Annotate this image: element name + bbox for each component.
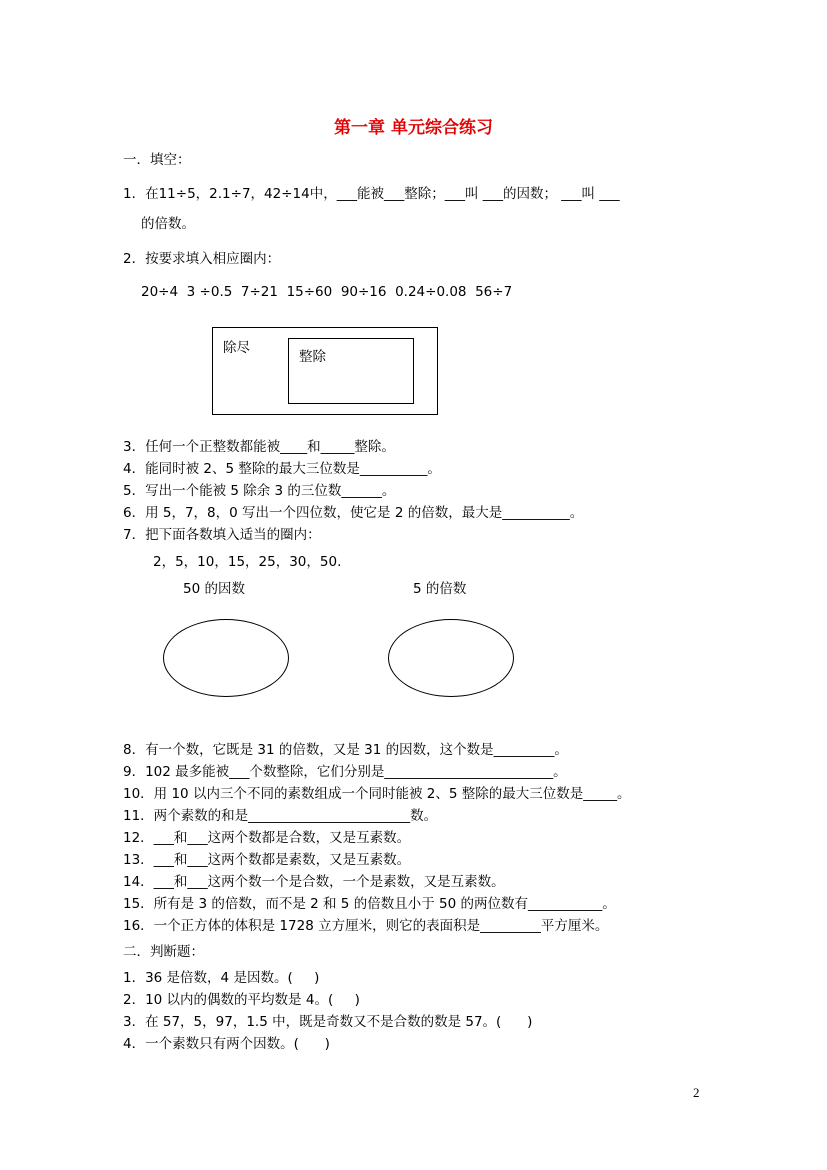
question-6: 6．用 5，7，8，0 写出一个四位数，使它是 2 的倍数，最大是__________。 <box>123 505 584 521</box>
section-fill-blank-heading: 一．填空： <box>123 152 191 168</box>
page-title: 第一章 单元综合练习 <box>334 118 493 138</box>
inner-box-exact-division <box>288 338 414 404</box>
question-1-line-1: 1．在11÷5，2.1÷7，42÷14中，___能被___整除；___叫 ___的因数； ___叫 ___ <box>123 186 620 202</box>
judgment-1: 1．36 是倍数，4 是因数。( ) <box>123 970 320 986</box>
question-7: 7．把下面各数填入适当的圈内： <box>123 527 321 543</box>
section-judgment-heading: 二．判断题： <box>123 944 204 960</box>
question-10: 10．用 10 以内三个不同的素数组成一个同时能被 2、5 整除的最大三位数是_____。 <box>123 786 631 802</box>
circle-right-label: 5 的倍数 <box>413 581 467 597</box>
ellipse-factors-of-50 <box>163 619 289 697</box>
outer-box-label: 除尽 <box>223 340 250 356</box>
question-8: 8．有一个数，它既是 31 的倍数，又是 31 的因数，这个数是_________。 <box>123 742 568 758</box>
question-5: 5．写出一个能被 5 除余 3 的三位数______。 <box>123 483 396 499</box>
question-9: 9．102 最多能被___个数整除，它们分别是_________________________。 <box>123 764 567 780</box>
judgment-4: 4．一个素数只有两个因数。( ) <box>123 1036 330 1052</box>
judgment-2: 2．10 以内的偶数的平均数是 4。( ) <box>123 992 360 1008</box>
question-7-numbers: 2，5，10，15，25，30，50. <box>153 554 342 570</box>
judgment-3: 3．在 57，5，97，1.5 中，既是奇数又不是合数的数是 57。( ) <box>123 1014 533 1030</box>
question-4: 4．能同时被 2、5 整除的最大三位数是__________。 <box>123 461 441 477</box>
question-3: 3．任何一个正整数都能被____和_____整除。 <box>123 439 395 455</box>
question-13: 13．___和___这两个数都是素数，又是互素数。 <box>123 852 411 868</box>
question-16: 16．一个正方体的体积是 1728 立方厘米，则它的表面积是_________平方厘米。 <box>123 918 609 934</box>
question-1-line-2: 的倍数。 <box>141 216 195 232</box>
page-number: 2 <box>693 1085 700 1100</box>
question-2-numbers: 20÷4 3 ÷0.5 7÷21 15÷60 90÷16 0.24÷0.08 56÷7 <box>141 284 513 300</box>
question-11: 11．两个素数的和是________________________数。 <box>123 808 438 824</box>
question-15: 15．所有是 3 的倍数，而不是 2 和 5 的倍数且小于 50 的两位数有___________。 <box>123 896 616 912</box>
question-12: 12．___和___这两个数都是合数，又是互素数。 <box>123 830 411 846</box>
inner-box-label: 整除 <box>299 349 326 365</box>
ellipse-multiples-of-5 <box>388 619 514 697</box>
question-2: 2．按要求填入相应圈内： <box>123 251 281 267</box>
outer-box-divisible <box>212 327 438 415</box>
circle-left-label: 50 的因数 <box>183 581 245 597</box>
question-14: 14．___和___这两个数一个是合数，一个是素数，又是互素数。 <box>123 874 505 890</box>
